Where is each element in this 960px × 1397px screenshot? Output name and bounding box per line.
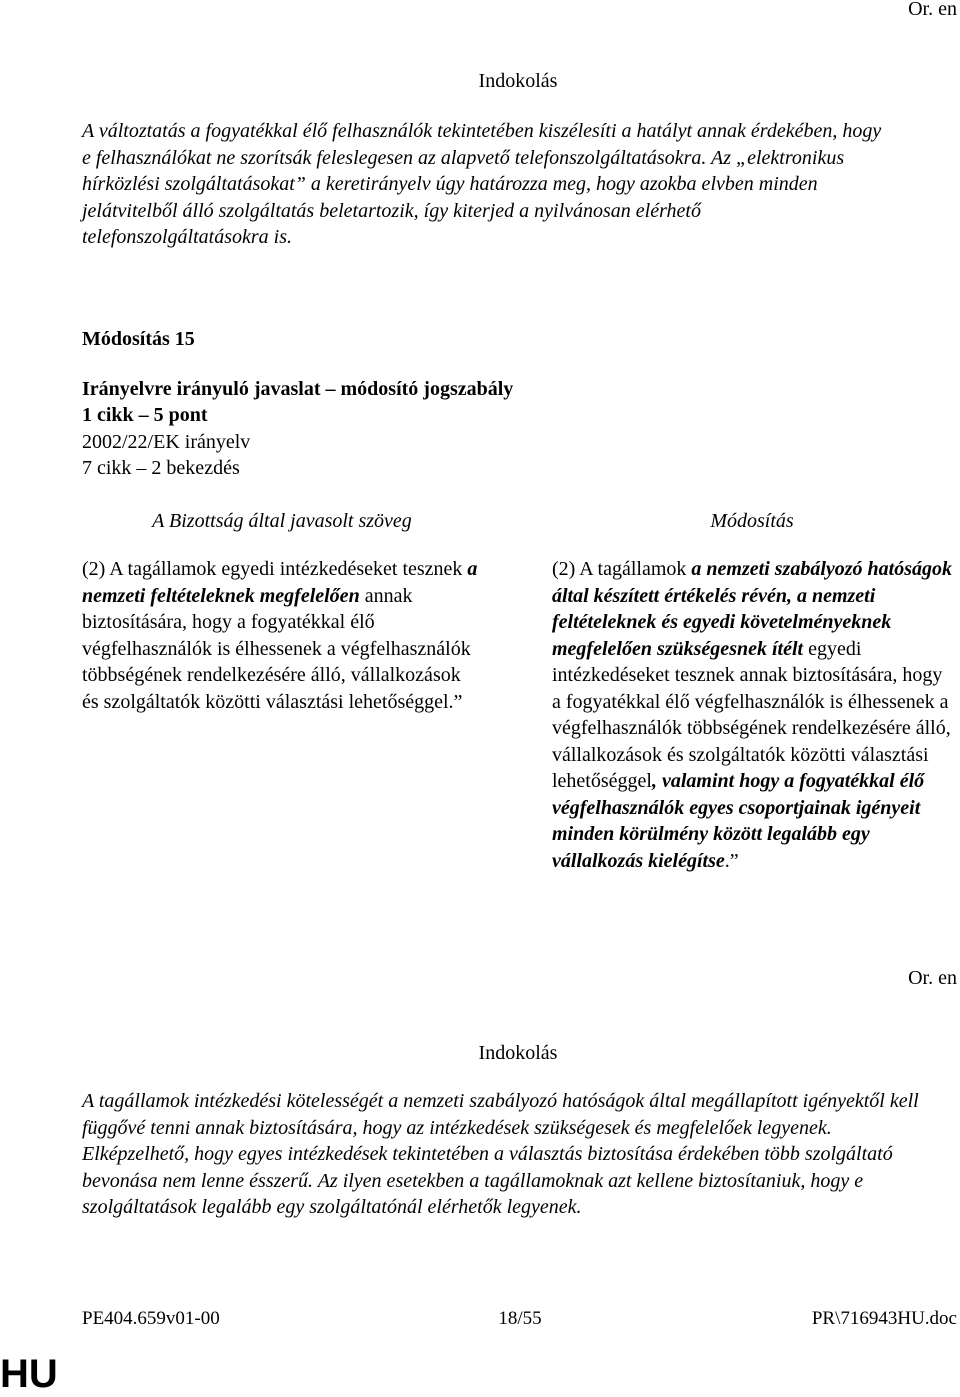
justification-text: A tagállamok intézkedési kötelességét a nemzeti szabályozó hatóságok által megállapított igényektől kell függővé tenni annak biztosítására, hogy az intézkedések szükségesek és megfelelőek legyenek. Elképzelhető, hogy egyes intézkedések tekintetében a választás biztosítása érdekében több szolgáltató bevonása nem lenne ésszerű. Az ilyen esetekben a tagállamoknak azt kellene biztosítaniuk, hogy e szolgáltatások legalább egy szolgáltatónál elérhetők legyenek. [82,1090,919,1218]
commission-text-heading: A Bizottság által javasolt szöveg [152,510,412,532]
footer-document-reference: PE404.659v01-00 [82,1308,220,1329]
commission-text-deleted: a nemzeti feltételeknek megfelelően [82,558,478,607]
justification-text: A változtatás a fogyatékkal élő felhasználók tekintetében kiszélesíti a hatályt annak érdekében, hogy e felhasználókat ne szorítsák feleslegesen az alapvető telefonszolgáltatásokra. Az „elektronikus hírközlési szolgáltatásokat” a keretirányelv úgy határozza meg, hogy azokba elvben minden jelátvitelből álló szolgáltatás beletartozik, így kiterjed a nyilvánosan elérhető telefonszolgáltatásokra is. [82,120,882,248]
amendment-text-part: egyedi intézkedéseket tesznek annak biztosítására, hogy a fogyatékkal élő végfelhasználók is élhessenek a végfelhasználók többségének rendelkezésére álló, vállalkozások és szolgáltatók közötti választási lehetőséggel [552,637,951,792]
amendment-text-inserted: a nemzeti szabályozó hatóságok által készített értékelés révén, a nemzeti feltételeknek és egyedi követelményeknek megfelelően szükségesnek ítélt [552,558,952,660]
amendment-text [552,556,956,874]
justification-heading: Indokolás [478,1042,558,1064]
footer-file-reference: PR\716943HU.doc [811,1308,957,1329]
amendment-paragraph: 7 cikk – 2 bekezdés [82,457,240,479]
commission-text-part: annak biztosítására, hogy a fogyatékkal élő végfelhasználók is élhessenek a végfelhasználók többségének rendelkezésére álló, vállalkozások és szolgáltatók közötti választási lehetőséggel.” [82,584,471,713]
commission-text [82,556,482,715]
amendment-text-inserted: , valamint hogy a fogyatékkal élő végfelhasználók egyes csoportjainak igényeit minden körülmény között legalább egy vállalkozás kielégítse [552,770,925,872]
amendment-text-part: .” [724,849,739,872]
amendment-directive: 2002/22/EK irányelv [82,431,251,453]
footer-language-code: HU [0,1352,58,1396]
amendment-article: 1 cikk – 5 pont [82,404,208,426]
justification-heading: Indokolás [478,70,558,92]
amendment-title: Módosítás 15 [82,328,195,350]
commission-text-part: (2) A tagállamok egyedi intézkedéseket tesznek [82,558,468,580]
footer-page-number: 18/55 [498,1308,542,1329]
amendment-text-heading: Módosítás [710,510,794,532]
original-language-marker: Or. en [908,0,957,20]
amendment-text-part: (2) A tagállamok [552,558,692,580]
amendment-proposal: Irányelvre irányuló javaslat – módosító jogszabály [82,378,514,400]
original-language-marker: Or. en [908,967,957,989]
